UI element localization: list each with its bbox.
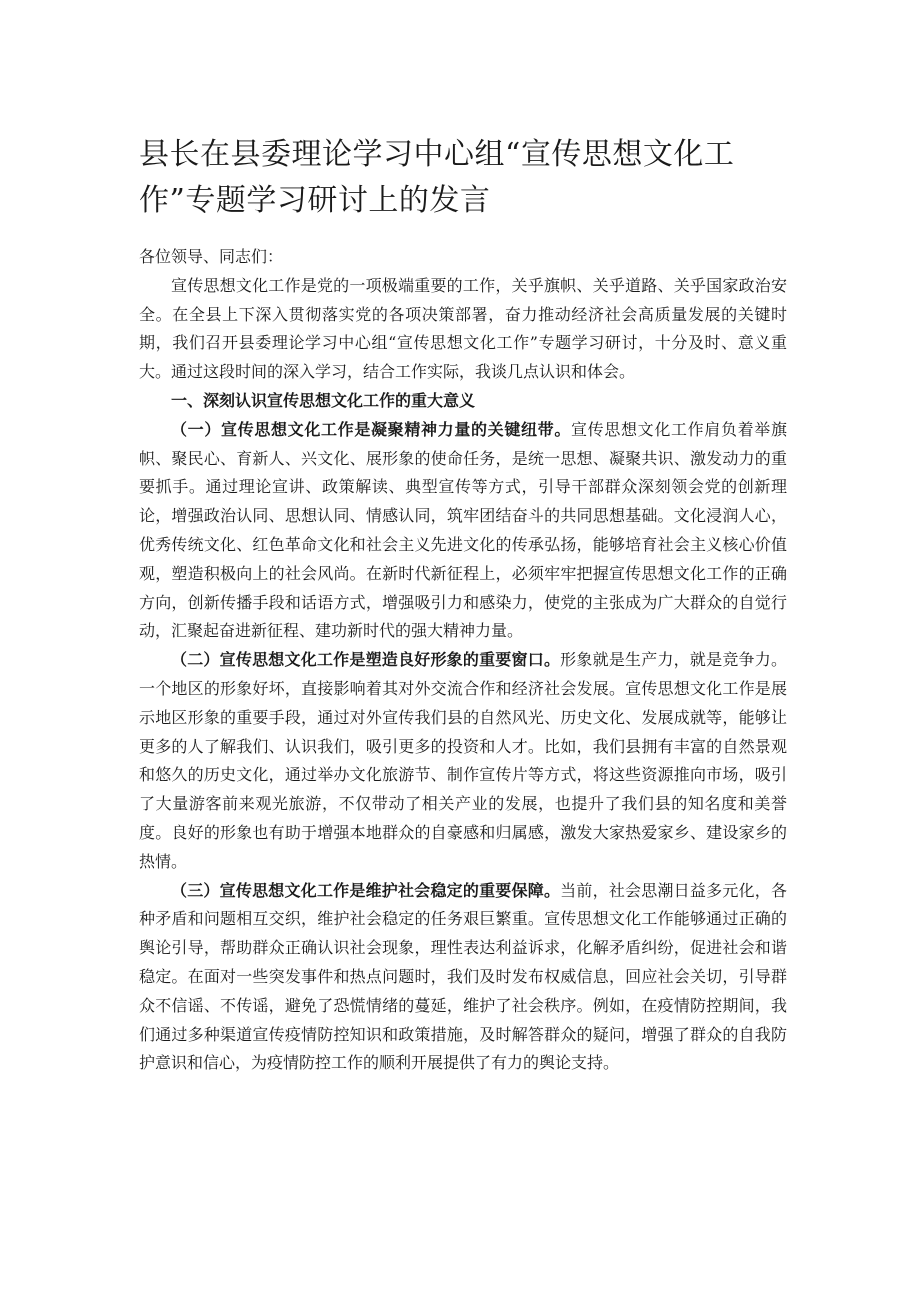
salutation: 各位领导、同志们：: [139, 247, 284, 266]
subsection-lead-2: （二）宣传思想文化工作是塑造良好形象的重要窗口。: [171, 650, 561, 670]
section-heading: 一、深刻认识宣传思想文化工作的重大意义: [171, 390, 476, 410]
subsection-paragraph-2: [139, 646, 787, 876]
subsection-paragraph-1: [139, 416, 787, 646]
subsection-text-3: 当前，社会思潮日益多元化，各种矛盾和问题相互交织，维护社会稳定的任务艰巨繁重。宣传思想文化工作能够通过正确的舆论引导，帮助群众正确认识社会现象，理性表达利益诉求，化解矛盾纠纷，促进社会和谐稳定。在面对一些突发事件和热点问题时，我们及时发布权威信息，回应社会关切，引导群众不信谣、不传谣，避免了恐慌情绪的蔓延，维护了社会秩序。例如，在疫情防控期间，我们通过多种渠道宣传疫情防控知识和政策措施，及时解答群众的疑问，增强了群众的自我防护意识和信心，为疫情防控工作的顺利开展提供了有力的舆论支持。: [139, 880, 787, 1073]
subsection-lead-3: （三）宣传思想文化工作是维护社会稳定的重要保障。: [171, 880, 561, 900]
intro-paragraph: 宣传思想文化工作是党的一项极端重要的工作，关乎旗帜、关乎道路、关乎国家政治安全。在全县上下深入贯彻落实党的各项决策部署，奋力推动经济社会高质量发展的关键时期，我们召开县委理论学习中心组“宣传思想文化工作”专题学习研讨，十分及时、意义重大。通过这段时间的深入学习，结合工作实际，我谈几点认识和体会。: [139, 275, 787, 382]
document-title: 县长在县委理论学习中心组“宣传思想文化工作”专题学习研讨上的发言: [139, 137, 735, 218]
subsection-text-1: 宣传思想文化工作肩负着举旗帜、聚民心、育新人、兴文化、展形象的使命任务，是统一思想、凝聚共识、激发动力的重要抓手。通过理论宣讲、政策解读、典型宣传等方式，引导干部群众深刻领会党的创新理论，增强政治认同、思想认同、情感认同，筑牢团结奋斗的共同思想基础。文化浸润人心，优秀传统文化、红色革命文化和社会主义先进文化的传承弘扬，能够培育社会主义核心价值观，塑造积极向上的社会风尚。在新时代新征程上，必须牢牢把握宣传思想文化工作的正确方向，创新传播手段和话语方式，增强吸引力和感染力，使党的主张成为广大群众的自觉行动，汇聚起奋进新征程、建功新时代的强大精神力量。: [139, 419, 787, 641]
subsection-paragraph-3: [139, 877, 787, 1079]
subsection-lead-1: （一）宣传思想文化工作是凝聚精神力量的关键纽带。: [171, 419, 571, 439]
subsection-text-2: 形象就是生产力，就是竞争力。一个地区的形象好坏，直接影响着其对外交流合作和经济社会发展。宣传思想文化工作是展示地区形象的重要手段，通过对外宣传我们县的自然风光、历史文化、发展成就等，能够让更多的人了解我们、认识我们，吸引更多的投资和人才。比如，我们县拥有丰富的自然景观和悠久的历史文化，通过举办文化旅游节、制作宣传片等方式，将这些资源推向市场，吸引了大量游客前来观光旅游，不仅带动了相关产业的发展，也提升了我们县的知名度和美誉度。良好的形象也有助于增强本地群众的自豪感和归属感，激发大家热爱家乡、建设家乡的热情。: [139, 650, 787, 871]
document-body: [139, 243, 787, 1078]
